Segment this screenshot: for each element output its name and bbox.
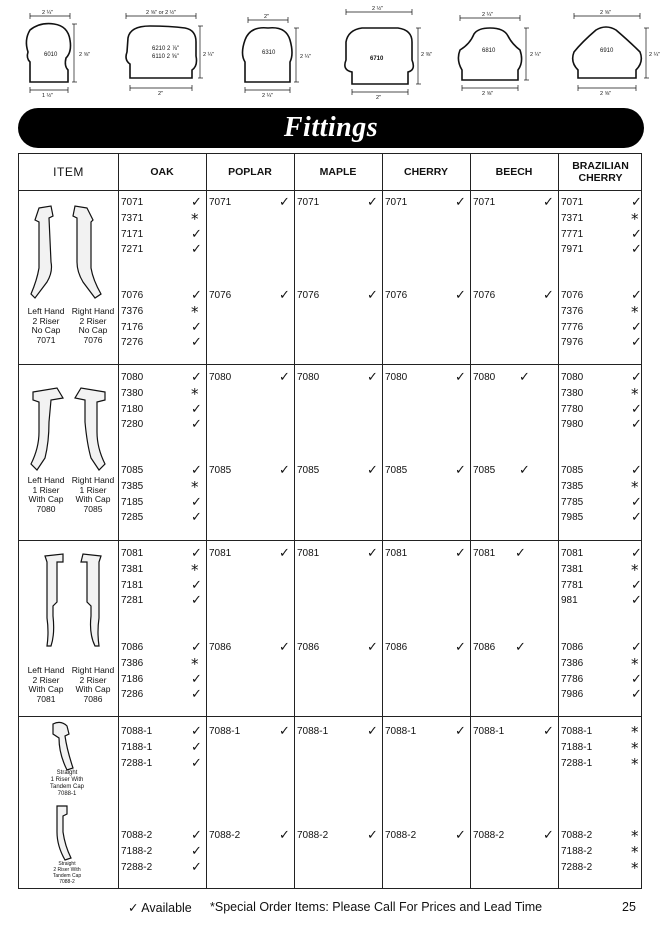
caption-line: No Cap [78, 325, 108, 336]
caption-line: With Cap [28, 684, 64, 695]
caption-line: No Cap [31, 325, 61, 336]
available-checkmark: ✓ [191, 859, 202, 875]
cell-brazilian-cherry-code: 7771 [561, 228, 584, 240]
dim-side: 2 ¼" [203, 52, 215, 58]
available-checkmark: ✓ [191, 242, 202, 258]
caption-line: 1 Riser With [50, 777, 84, 783]
available-checkmark: ✓ [191, 546, 202, 561]
caption-left-hand [21, 307, 71, 345]
cell-brazilian-cherry-code: 7780 [561, 403, 584, 415]
cell-brazilian-cherry-code: 7188-1 [561, 741, 593, 753]
cell-poplar-code: 7076 [209, 290, 232, 301]
caption-line: Left Hand [27, 665, 65, 675]
cell-brazilian-cherry-code: 7088-2 [561, 830, 593, 841]
caption-7088-1 [39, 770, 95, 798]
cell-oak-code: 7086 [121, 642, 144, 653]
available-checkmark: ✓ [191, 828, 202, 843]
cell-beech-code: 7080 [473, 372, 496, 383]
cell-maple-code: 7076 [297, 290, 320, 301]
available-checkmark: ✓ [367, 828, 378, 843]
cell-brazilian-cherry-code: 7376 [561, 305, 584, 317]
available-checkmark: ✓ [191, 494, 202, 510]
caption-line: 2 Riser [32, 674, 60, 685]
special-order-mark: * [631, 384, 639, 403]
available-checkmark: ✓ [515, 640, 526, 655]
available-checkmark: ✓ [367, 288, 378, 303]
available-checkmark: ✓ [455, 195, 466, 210]
dim-top: 2 ¼" [42, 10, 54, 16]
available-checkmark: ✓ [367, 546, 378, 561]
cell-cherry-code: 7086 [385, 642, 408, 653]
special-order-mark: * [191, 477, 199, 496]
available-checkmark: ✓ [631, 494, 642, 510]
available-checkmark: ✓ [279, 463, 290, 478]
col-divider [118, 154, 119, 888]
available-checkmark: ✓ [455, 828, 466, 843]
cell-oak-code: 7280 [121, 419, 144, 431]
available-checkmark: ✓ [515, 546, 526, 561]
caption-line: 7081 [36, 693, 56, 704]
cell-poplar-code: 7088-2 [209, 830, 241, 841]
available-checkmark: ✓ [631, 288, 642, 303]
cell-brazilian-cherry-code: 7288-1 [561, 757, 593, 769]
available-checkmark: ✓ [543, 195, 554, 210]
header-beech: BEECH [495, 166, 533, 178]
cell-oak-code: 7381 [121, 563, 144, 575]
col-divider [470, 154, 471, 888]
special-order-mark: * [191, 384, 199, 403]
cell-maple-code: 7081 [297, 548, 320, 559]
available-checkmark: ✓ [191, 319, 202, 335]
available-checkmark: ✓ [191, 288, 202, 303]
cell-oak-code: 7288-2 [121, 861, 153, 873]
cell-maple-code: 7080 [297, 372, 320, 383]
caption-line: 7085 [83, 503, 103, 514]
cell-brazilian-cherry-code: 7371 [561, 212, 584, 224]
available-checkmark: ✓ [367, 463, 378, 478]
cell-maple-code: 7088-1 [297, 726, 329, 737]
dim-bottom: 2 ⅝" [600, 91, 612, 97]
special-order-mark: * [631, 654, 639, 673]
available-checkmark: ✓ [191, 739, 202, 755]
legend-available: ✓ Available [128, 901, 192, 915]
cell-cherry-code: 7081 [385, 548, 408, 559]
dim-side: 2 ¼" [649, 52, 660, 58]
available-checkmark: ✓ [279, 828, 290, 843]
caption-line: Tandem Cap [49, 784, 85, 790]
special-order-mark: * [631, 754, 639, 773]
special-order-mark: * [631, 302, 639, 321]
available-checkmark: ✓ [191, 401, 202, 417]
header-item: ITEM [53, 165, 84, 179]
cell-oak-code: 7380 [121, 387, 144, 399]
caption-line: 1 Riser [79, 484, 107, 495]
caption-line: With Cap [75, 494, 111, 505]
available-checkmark: ✓ [519, 463, 530, 478]
cell-oak-code: 7271 [121, 244, 144, 256]
header-brazilian-line1: BRAZILIAN [572, 160, 629, 172]
dim-top: 2 ⅝" or 2 ½" [146, 10, 177, 16]
handrail-profiles [0, 0, 660, 100]
available-checkmark: ✓ [631, 671, 642, 687]
dim-bottom: 2 ¼" [262, 93, 274, 99]
cell-oak-code: 7385 [121, 480, 144, 492]
cell-maple-code: 7086 [297, 642, 320, 653]
cell-brazilian-cherry-code: 7076 [561, 290, 584, 301]
col-divider [206, 154, 207, 888]
cell-oak-code: 7081 [121, 548, 144, 559]
available-checkmark: ✓ [191, 463, 202, 478]
cell-maple-code: 7071 [297, 197, 320, 208]
row-divider [19, 364, 641, 365]
caption-left-hand [21, 476, 71, 514]
cell-beech-code: 7081 [473, 548, 496, 559]
caption-line: Right Hand [71, 665, 115, 675]
header-oak: OAK [150, 166, 174, 178]
special-order-mark: * [191, 302, 199, 321]
fitting-illustration-7071-7076 [27, 202, 111, 302]
available-checkmark: ✓ [367, 640, 378, 655]
dim-bottom: 2" [158, 91, 164, 97]
dim-top: 2 ¼" [482, 12, 494, 18]
caption-line: With Cap [28, 494, 64, 505]
caption-line: 7088-2 [59, 879, 75, 885]
cell-poplar-code: 7085 [209, 465, 232, 476]
available-checkmark: ✓ [191, 755, 202, 771]
cell-oak-code: 7188-1 [121, 741, 153, 753]
available-checkmark: ✓ [631, 463, 642, 478]
available-checkmark: ✓ [279, 288, 290, 303]
available-checkmark: ✓ [543, 724, 554, 739]
cell-oak-code: 7088-1 [121, 726, 153, 737]
cell-cherry-code: 7085 [385, 465, 408, 476]
cell-poplar-code: 7071 [209, 197, 232, 208]
available-checkmark: ✓ [191, 640, 202, 655]
cell-oak-code: 7181 [121, 579, 144, 591]
cell-brazilian-cherry-code: 7288-2 [561, 861, 593, 873]
special-order-mark: * [631, 858, 639, 877]
profile-drawings [0, 0, 660, 100]
header-maple: MAPLE [319, 166, 357, 178]
dim-bottom: 1 ½" [42, 93, 54, 99]
cell-beech-code: 7076 [473, 290, 496, 301]
dim-side: 2 ⅜" [421, 52, 433, 58]
available-checkmark: ✓ [279, 370, 290, 385]
cell-beech-code: 7088-1 [473, 726, 505, 737]
available-checkmark: ✓ [519, 370, 530, 385]
cell-oak-code: 7286 [121, 689, 144, 701]
available-checkmark: ✓ [191, 843, 202, 859]
caption-line: 2 Riser [32, 315, 60, 326]
available-checkmark: ✓ [455, 546, 466, 561]
cell-brazilian-cherry-code: 7381 [561, 563, 584, 575]
cell-poplar-code: 7080 [209, 372, 232, 383]
available-checkmark: ✓ [631, 195, 642, 210]
available-checkmark: ✓ [455, 288, 466, 303]
fitting-illustration-7080-7085 [27, 382, 111, 474]
caption-left-hand [21, 666, 71, 704]
available-checkmark: ✓ [191, 417, 202, 433]
cell-cherry-code: 7071 [385, 197, 408, 208]
page-number: 25 [622, 900, 636, 914]
available-checkmark: ✓ [191, 510, 202, 526]
available-checkmark: ✓ [191, 671, 202, 687]
cell-oak-code: 7185 [121, 496, 144, 508]
cell-brazilian-cherry-code: 7781 [561, 579, 584, 591]
available-checkmark: ✓ [455, 640, 466, 655]
cell-cherry-code: 7088-2 [385, 830, 417, 841]
dim-bottom: 2" [376, 95, 382, 100]
cell-beech-code: 7086 [473, 642, 496, 653]
caption-line: 7076 [83, 334, 103, 345]
cell-brazilian-cherry-code: 981 [561, 595, 578, 607]
available-checkmark: ✓ [631, 593, 642, 609]
profile-code: 6910 [600, 48, 614, 54]
cell-brazilian-cherry-code: 7786 [561, 673, 584, 685]
cell-oak-code: 7176 [121, 321, 144, 333]
special-order-mark: * [631, 827, 639, 845]
cell-oak-code: 7186 [121, 673, 144, 685]
caption-line: With Cap [75, 684, 111, 695]
cell-poplar-code: 7088-1 [209, 726, 241, 737]
special-order-mark: * [191, 654, 199, 673]
dim-bottom: 2 ⅝" [482, 91, 494, 97]
special-order-mark: * [631, 477, 639, 496]
header-cherry: CHERRY [404, 166, 448, 178]
special-order-mark: * [631, 209, 639, 228]
cell-oak-code: 7088-2 [121, 830, 153, 841]
cell-brazilian-cherry-code: 7985 [561, 512, 584, 524]
available-checkmark: ✓ [191, 593, 202, 609]
cell-brazilian-cherry-code: 7386 [561, 657, 584, 669]
profile-6210-shape [126, 26, 197, 78]
cell-maple-code: 7088-2 [297, 830, 329, 841]
cell-oak-code: 7076 [121, 290, 144, 301]
caption-line: Tandem Cap [52, 873, 82, 879]
available-checkmark: ✓ [191, 577, 202, 593]
cell-beech-code: 7071 [473, 197, 496, 208]
cell-oak-code: 7386 [121, 657, 144, 669]
special-order-mark: * [631, 560, 639, 579]
available-checkmark: ✓ [543, 828, 554, 843]
available-checkmark: ✓ [631, 417, 642, 433]
cell-brazilian-cherry-code: 7980 [561, 419, 584, 431]
caption-line: Right Hand [71, 475, 115, 485]
caption-line: 7086 [83, 693, 103, 704]
profile-code: 6210 2 ⅞" [152, 46, 180, 52]
available-checkmark: ✓ [455, 463, 466, 478]
legend-special-order: *Special Order Items: Please Call For Prices and Lead Time [210, 900, 543, 914]
caption-7088-2 [39, 861, 95, 885]
available-checkmark: ✓ [191, 195, 202, 210]
caption-line: Right Hand [71, 306, 115, 316]
fitting-illustration-7088-2 [49, 804, 79, 862]
col-divider [294, 154, 295, 888]
cell-brazilian-cherry-code: 7085 [561, 465, 584, 476]
cell-maple-code: 7085 [297, 465, 320, 476]
available-checkmark: ✓ [631, 335, 642, 351]
special-order-mark: * [631, 738, 639, 757]
cell-beech-code: 7085 [473, 465, 496, 476]
available-checkmark: ✓ [191, 226, 202, 242]
caption-line: Left Hand [27, 475, 65, 485]
available-checkmark: ✓ [631, 401, 642, 417]
row-divider [19, 190, 641, 191]
profile-6810-shape [458, 28, 521, 80]
available-checkmark: ✓ [279, 640, 290, 655]
header-brazilian-cherry [558, 154, 643, 190]
caption-line: Straight [58, 861, 76, 867]
cell-cherry-code: 7088-1 [385, 726, 417, 737]
cell-oak-code: 7285 [121, 512, 144, 524]
available-checkmark: ✓ [631, 546, 642, 561]
cell-poplar-code: 7081 [209, 548, 232, 559]
available-checkmark: ✓ [191, 370, 202, 385]
caption-right-hand [67, 666, 119, 704]
caption-line: 7088-1 [57, 791, 77, 797]
caption-line: Left Hand [27, 306, 65, 316]
available-checkmark: ✓ [631, 687, 642, 703]
dim-top: 2 ½" [372, 6, 384, 12]
cell-oak-code: 7180 [121, 403, 144, 415]
header-poplar: POPLAR [228, 166, 272, 178]
dim-top: 2" [264, 14, 270, 20]
cell-brazilian-cherry-code: 7385 [561, 480, 584, 492]
cell-poplar-code: 7086 [209, 642, 232, 653]
cell-oak-code: 7376 [121, 305, 144, 317]
row-divider [19, 716, 641, 717]
profile-code: 6010 [44, 52, 58, 58]
available-checkmark: ✓ [279, 724, 290, 739]
cell-brazilian-cherry-code: 7986 [561, 689, 584, 701]
caption-line: 1 Riser [32, 484, 60, 495]
dim-side: 2 ⅝" [79, 52, 91, 58]
page-title: Fittings [283, 112, 379, 143]
available-checkmark: ✓ [455, 724, 466, 739]
cell-brazilian-cherry-code: 7188-2 [561, 845, 593, 857]
available-checkmark: ✓ [455, 370, 466, 385]
available-checkmark: ✓ [191, 335, 202, 351]
available-checkmark: ✓ [631, 319, 642, 335]
caption-line: Straight [56, 770, 78, 776]
cell-oak-code: 7085 [121, 465, 144, 476]
cell-brazilian-cherry-code: 7088-1 [561, 726, 593, 737]
dim-side: 2 ¼" [300, 54, 312, 60]
cell-oak-code: 7281 [121, 595, 144, 607]
special-order-mark: * [631, 842, 639, 861]
cell-oak-code: 7071 [121, 197, 144, 208]
cell-cherry-code: 7080 [385, 372, 408, 383]
cell-brazilian-cherry-code: 7081 [561, 548, 584, 559]
caption-line: 7071 [36, 334, 56, 345]
cell-oak-code: 7276 [121, 337, 144, 349]
caption-line: 2 Riser [79, 674, 107, 685]
fitting-illustration-7088-1 [47, 720, 87, 774]
section-banner [18, 108, 644, 148]
available-checkmark: ✓ [367, 195, 378, 210]
cell-brazilian-cherry-code: 7971 [561, 244, 584, 256]
cell-brazilian-cherry-code: 7080 [561, 372, 584, 383]
cell-brazilian-cherry-code: 7785 [561, 496, 584, 508]
cell-brazilian-cherry-code: 7976 [561, 337, 584, 349]
special-order-mark: * [191, 209, 199, 228]
caption-right-hand [67, 307, 119, 345]
available-checkmark: ✓ [631, 370, 642, 385]
cell-oak-code: 7171 [121, 228, 144, 240]
available-checkmark: ✓ [631, 510, 642, 526]
cell-brazilian-cherry-code: 7086 [561, 642, 584, 653]
available-checkmark: ✓ [543, 288, 554, 303]
caption-line: 2 Riser [79, 315, 107, 326]
profile-code: 6310 [262, 50, 276, 56]
available-checkmark: ✓ [279, 546, 290, 561]
dim-side: 2 ¼" [530, 52, 542, 58]
caption-line: 2 Riser With [53, 867, 81, 873]
cell-brazilian-cherry-code: 7071 [561, 197, 584, 208]
available-checkmark: ✓ [367, 370, 378, 385]
fittings-table [18, 153, 642, 889]
header-brazilian-line2: CHERRY [578, 172, 623, 184]
available-checkmark: ✓ [367, 724, 378, 739]
special-order-mark: * [631, 723, 639, 741]
col-divider [382, 154, 383, 888]
col-divider [558, 154, 559, 888]
cell-cherry-code: 7076 [385, 290, 408, 301]
cell-oak-code: 7188-2 [121, 845, 153, 857]
profile-code: 6110 2 ⅝" [152, 54, 179, 60]
special-order-mark: * [191, 560, 199, 579]
available-checkmark: ✓ [631, 226, 642, 242]
available-checkmark: ✓ [191, 687, 202, 703]
available-checkmark: ✓ [279, 195, 290, 210]
cell-oak-code: 7371 [121, 212, 144, 224]
fitting-illustration-7081-7086 [43, 552, 107, 650]
caption-line: 7080 [36, 503, 56, 514]
cell-oak-code: 7080 [121, 372, 144, 383]
caption-right-hand [67, 476, 119, 514]
cell-brazilian-cherry-code: 7380 [561, 387, 584, 399]
available-checkmark: ✓ [631, 640, 642, 655]
cell-brazilian-cherry-code: 7776 [561, 321, 584, 333]
available-checkmark: ✓ [191, 724, 202, 739]
row-divider [19, 540, 641, 541]
available-checkmark: ✓ [631, 242, 642, 258]
dim-top: 2 ⅝" [600, 10, 612, 16]
profile-code: 6710 [370, 56, 384, 62]
cell-beech-code: 7088-2 [473, 830, 505, 841]
available-checkmark: ✓ [631, 577, 642, 593]
cell-oak-code: 7288-1 [121, 757, 153, 769]
profile-code: 6810 [482, 48, 496, 54]
